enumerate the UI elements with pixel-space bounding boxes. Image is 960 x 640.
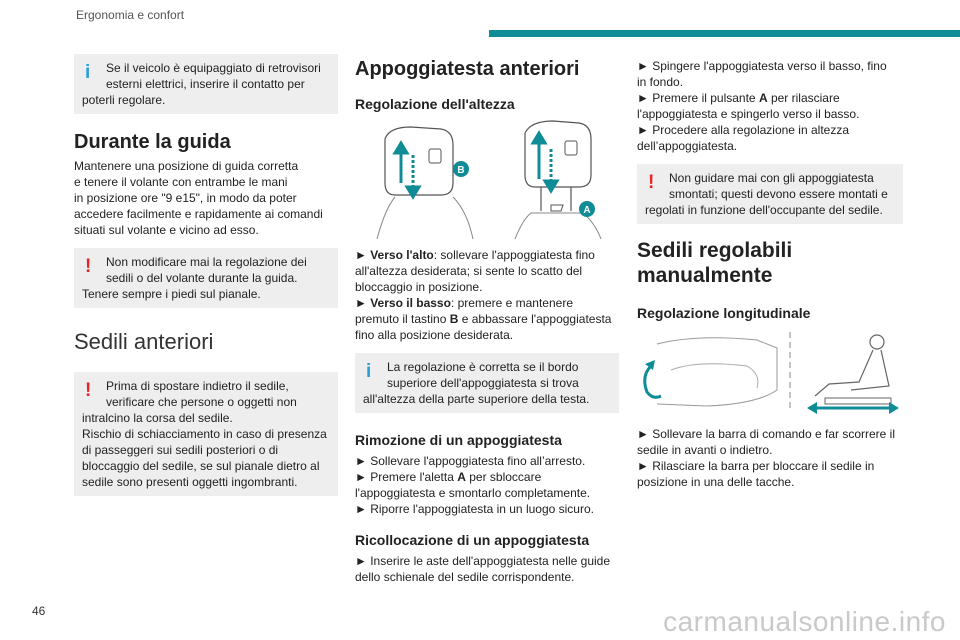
heading-headrests: Appoggiatesta anteriori bbox=[355, 58, 580, 80]
step-text: Procedere alla regolazione in altezza bbox=[652, 123, 850, 137]
text-line: l'appoggiatesta e smontarlo completamente. bbox=[355, 486, 591, 500]
warning-line: bloccaggio del sedile, se sul pianale dietro al bbox=[82, 459, 320, 473]
column-3 bbox=[637, 54, 903, 490]
seat-illustration bbox=[637, 330, 903, 414]
text-line bbox=[355, 553, 619, 569]
refit-steps bbox=[355, 553, 619, 585]
step-down-label: Verso il basso bbox=[370, 296, 451, 310]
seat-longitudinal-figure bbox=[637, 330, 903, 414]
warning-line: regolati in funzione dell'occupante del sedile. bbox=[645, 203, 883, 217]
arrow-bullet-icon: ► bbox=[637, 123, 653, 137]
text-line: situati sul volante e vicino ad esso. bbox=[74, 223, 259, 237]
text-line: Mantenere una posizione di guida corretta bbox=[74, 159, 299, 173]
warning-line: di passeggeri sui sedili posteriori o di bbox=[82, 443, 279, 457]
text-line bbox=[637, 426, 903, 442]
arrow-bullet-icon: ► bbox=[355, 554, 371, 568]
longitudinal-steps bbox=[637, 426, 903, 490]
warning-box-headrest bbox=[637, 164, 903, 224]
heading-height-adjust: Regolazione dell'altezza bbox=[355, 96, 515, 112]
text-part: per sbloccare bbox=[465, 470, 542, 484]
info-icon: i bbox=[366, 361, 372, 382]
heading-line: manualmente bbox=[637, 264, 773, 287]
column-1 bbox=[74, 54, 338, 496]
header-section-title: Ergonomia e confort bbox=[76, 8, 185, 22]
text-line: in posizione ore "9 e15", in modo da poter bbox=[74, 191, 297, 205]
warning-line: intralcino la corsa del sedile. bbox=[82, 411, 233, 425]
info-line: Se il veicolo è equipaggiato di retrovisori bbox=[106, 61, 321, 75]
column-2 bbox=[355, 54, 619, 585]
info-box-mirrors bbox=[74, 54, 338, 114]
label-b: B bbox=[457, 165, 465, 176]
heading-remove-headrest: Rimozione di un appoggiatesta bbox=[355, 432, 562, 448]
info-line: esterni elettrici, inserire il contatto per bbox=[106, 77, 305, 91]
arrow-bullet-icon: ► bbox=[637, 459, 653, 473]
arrow-bullet-icon: ► bbox=[355, 296, 371, 310]
step-down bbox=[355, 295, 619, 311]
headrest-height-figure bbox=[355, 119, 619, 241]
step-text: Sollevare la barra di comando e far scorrere il bbox=[652, 427, 895, 441]
text-part: A bbox=[457, 470, 466, 484]
text-part: e abbassare l'appoggiatesta bbox=[458, 312, 612, 326]
warning-line: smontati; questi devono essere montati e bbox=[669, 187, 888, 201]
text-line: sedile in avanti o indietro. bbox=[637, 443, 773, 457]
heading-manual-seats bbox=[637, 238, 903, 288]
step-text: Inserire le aste dell'appoggiatesta nelle guide bbox=[370, 554, 611, 568]
warning-icon: ! bbox=[85, 256, 92, 277]
text-part: per rilasciare bbox=[767, 91, 840, 105]
text-line: all'altezza desiderata; si sente lo scatto del bbox=[355, 264, 583, 278]
refit-steps-continued bbox=[637, 58, 903, 154]
warning-line: sedile sono presenti oggetti ingombranti. bbox=[82, 475, 298, 489]
info-line: poterli regolare. bbox=[82, 93, 166, 107]
info-icon: i bbox=[85, 62, 91, 83]
label-a: A bbox=[583, 205, 591, 216]
text-line bbox=[355, 501, 619, 517]
step-up-text: : sollevare l'appoggiatesta fino bbox=[433, 248, 595, 262]
arrow-bullet-icon: ► bbox=[355, 454, 371, 468]
header-accent-bar bbox=[489, 30, 960, 37]
text-line bbox=[355, 469, 619, 485]
text-line: e tenere il volante con entrambe le mani bbox=[74, 175, 288, 189]
text-line: dell’appoggiatesta. bbox=[637, 139, 738, 153]
warning-line: Prima di spostare indietro il sedile, bbox=[106, 379, 289, 393]
step-down-text: : premere e mantenere bbox=[450, 296, 573, 310]
headrest-illustration bbox=[355, 119, 619, 241]
text-line bbox=[355, 453, 619, 469]
warning-line: Non guidare mai con gli appoggiatesta bbox=[669, 171, 874, 185]
info-box-headrest bbox=[355, 353, 619, 413]
heading-longitudinal: Regolazione longitudinale bbox=[637, 305, 811, 321]
page-number: 46 bbox=[32, 604, 46, 618]
arrow-bullet-icon: ► bbox=[637, 427, 653, 441]
paragraph-driving bbox=[74, 158, 338, 238]
warning-icon: ! bbox=[85, 380, 92, 401]
watermark: carmanualsonline.info bbox=[663, 606, 946, 637]
text-line: fino alla posizione desiderata. bbox=[355, 328, 514, 342]
heading-refit-headrest: Ricollocazione di un appoggiatesta bbox=[355, 532, 590, 548]
info-line: all'altezza della parte superiore della testa. bbox=[363, 392, 590, 406]
text-line: posizione in una delle tacche. bbox=[637, 475, 795, 489]
text-line: in fondo. bbox=[637, 75, 684, 89]
text-line bbox=[637, 458, 903, 474]
text-line bbox=[355, 311, 619, 327]
warning-line: Rischio di schiacciamento in caso di presenza bbox=[82, 427, 327, 441]
text-part: premuto il tastino bbox=[355, 312, 450, 326]
text-line bbox=[637, 122, 903, 138]
text-part: A bbox=[758, 91, 768, 105]
warning-line: Tenere sempre i piedi sul pianale. bbox=[82, 287, 261, 301]
text-line bbox=[637, 58, 903, 74]
warning-icon: ! bbox=[648, 172, 655, 193]
arrow-bullet-icon: ► bbox=[637, 59, 653, 73]
arrow-bullet-icon: ► bbox=[355, 470, 371, 484]
text-part: Premere il pulsante bbox=[652, 91, 759, 105]
heading-line: Sedili regolabili bbox=[637, 239, 793, 262]
text-line: accedere facilmente e rapidamente ai comandi bbox=[74, 207, 323, 221]
arrow-bullet-icon: ► bbox=[637, 91, 653, 105]
step-up bbox=[355, 247, 619, 263]
text-line: l'appoggiatesta e spingerlo verso il basso. bbox=[637, 107, 860, 121]
info-line: La regolazione è corretta se il bordo bbox=[387, 360, 579, 374]
text-part: Premere l'aletta bbox=[370, 470, 458, 484]
step-text: Spingere l'appoggiatesta verso il basso, fino bbox=[652, 59, 887, 73]
step-up-label: Verso l'alto bbox=[370, 248, 434, 262]
remove-steps bbox=[355, 453, 619, 517]
warning-line: sedili o del volante durante la guida. bbox=[106, 271, 298, 285]
heading-driving: Durante la guida bbox=[74, 131, 231, 153]
warning-line: Non modificare mai la regolazione dei bbox=[106, 255, 307, 269]
arrow-bullet-icon: ► bbox=[355, 502, 371, 516]
heading-front-seats: Sedili anteriori bbox=[74, 329, 214, 354]
arrow-bullet-icon: ► bbox=[355, 248, 371, 262]
info-line: superiore dell'appoggiatesta si trova bbox=[387, 376, 579, 390]
warning-line: verificare che persone o oggetti non bbox=[106, 395, 297, 409]
text-line bbox=[637, 90, 903, 106]
height-steps bbox=[355, 247, 619, 343]
text-line: dello schienale del sedile corrispondente. bbox=[355, 570, 575, 584]
warning-box-seat bbox=[74, 372, 338, 496]
step-text: Sollevare l'appoggiatesta fino all’arresto. bbox=[370, 454, 586, 468]
text-part: B bbox=[449, 312, 459, 326]
warning-box-steering bbox=[74, 248, 338, 308]
step-text: Rilasciare la barra per bloccare il sedile in bbox=[652, 459, 875, 473]
step-text: Riporre l'appoggiatesta in un luogo sicuro. bbox=[370, 502, 594, 516]
text-line: bloccaggio in posizione. bbox=[355, 280, 483, 294]
